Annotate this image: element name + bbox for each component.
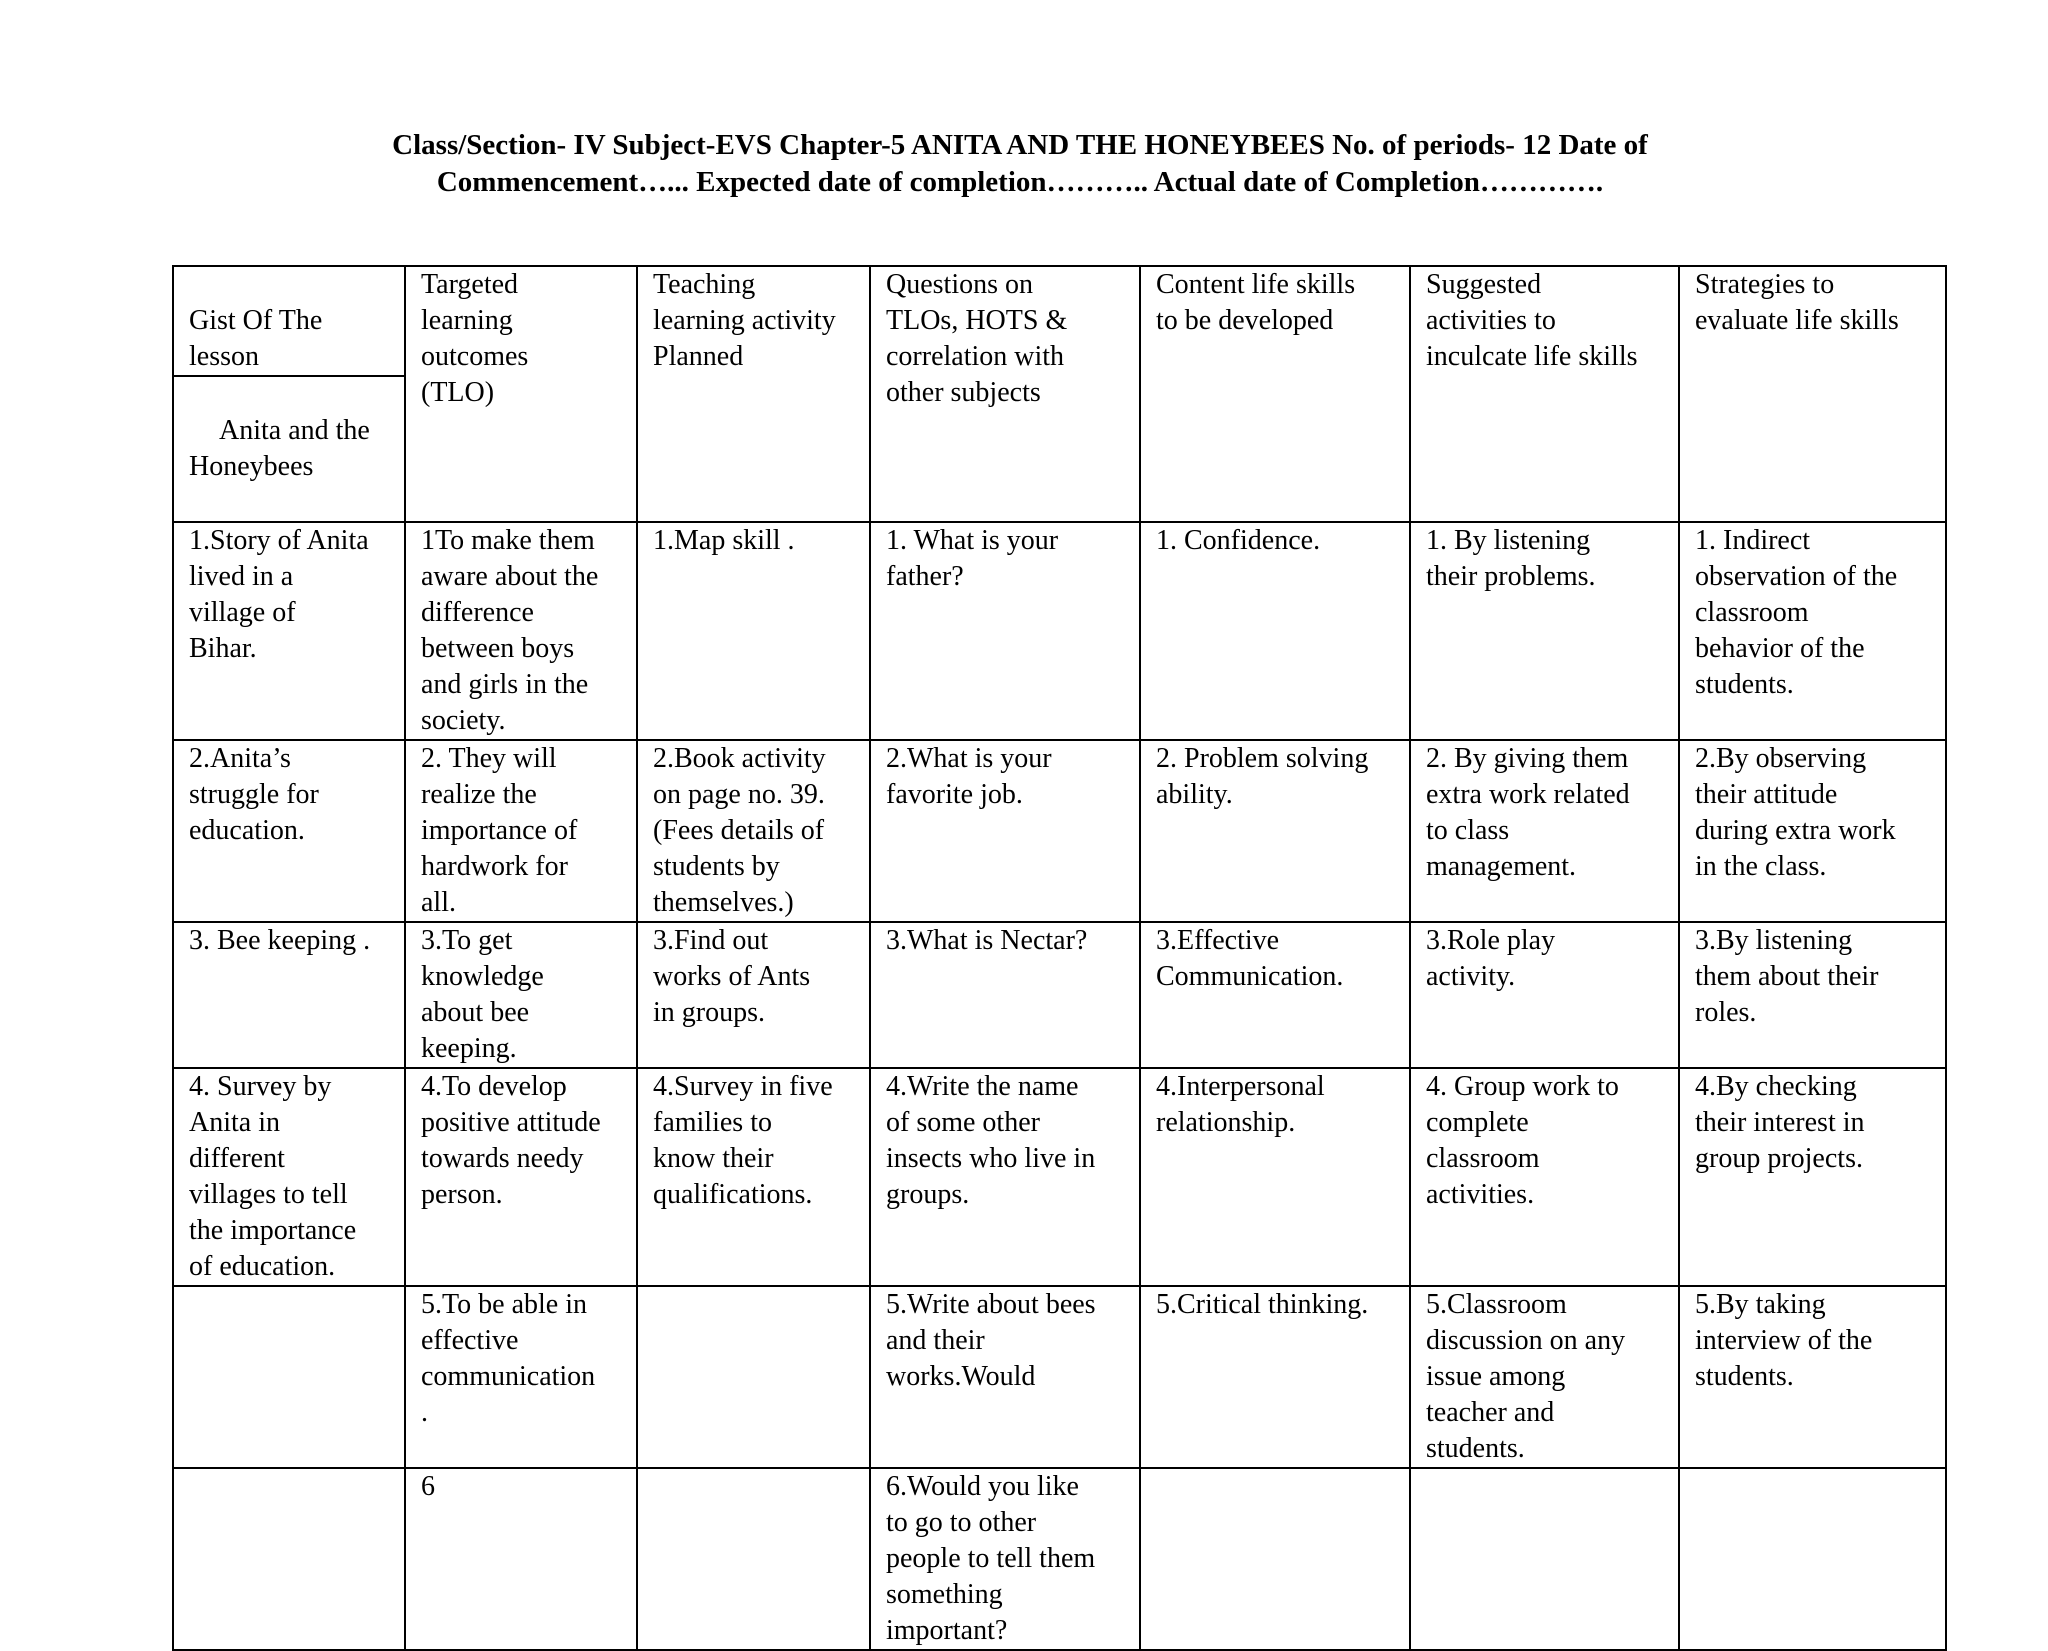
cell-strategies: 4.By checking their interest in group projects. xyxy=(1679,1068,1946,1286)
cell-gist: 2.Anita’s struggle for education. xyxy=(173,740,405,922)
header-gist xyxy=(173,266,405,522)
cell-tlo: 4.To develop positive attitude towards needy person. xyxy=(405,1068,637,1286)
header-gist-lesson-name-line2: Honeybees xyxy=(189,451,314,482)
cell-content: 5.Critical thinking. xyxy=(1140,1286,1410,1468)
header-gist-lesson-name xyxy=(174,413,404,485)
cell-questions: 3.What is Nectar? xyxy=(870,922,1140,1068)
table-row xyxy=(173,1468,1946,1650)
header-activity: Teaching learning activity Planned xyxy=(637,266,870,522)
header-strategies: Strategies to evaluate life skills xyxy=(1679,266,1946,522)
cell-questions: 4.Write the name of some other insects who live in groups. xyxy=(870,1068,1140,1286)
lesson-plan-table xyxy=(172,265,1947,1651)
cell-suggested: 4. Group work to complete classroom activities. xyxy=(1410,1068,1679,1286)
cell-tlo: 6 xyxy=(405,1468,637,1650)
cell-content: 1. Confidence. xyxy=(1140,522,1410,740)
header-questions: Questions on TLOs, HOTS & correlation with other subjects xyxy=(870,266,1140,522)
cell-activity: 1.Map skill . xyxy=(637,522,870,740)
cell-tlo: 1To make them aware about the difference between boys and girls in the society. xyxy=(405,522,637,740)
table-row xyxy=(173,922,1946,1068)
header-gist-label: Gist Of The lesson xyxy=(174,303,404,377)
cell-activity: 3.Find out works of Ants in groups. xyxy=(637,922,870,1068)
cell-suggested: 1. By listening their problems. xyxy=(1410,522,1679,740)
cell-tlo: 3.To get knowledge about bee keeping. xyxy=(405,922,637,1068)
table-row xyxy=(173,740,1946,922)
cell-content: 4.Interpersonal relationship. xyxy=(1140,1068,1410,1286)
cell-strategies xyxy=(1679,1468,1946,1650)
cell-content xyxy=(1140,1468,1410,1650)
cell-strategies: 2.By observing their attitude during extra work in the class. xyxy=(1679,740,1946,922)
table-row xyxy=(173,1068,1946,1286)
cell-activity: 2.Book activity on page no. 39. (Fees details of students by themselves.) xyxy=(637,740,870,922)
cell-questions: 5.Write about bees and their works.Would xyxy=(870,1286,1140,1468)
cell-strategies: 5.By taking interview of the students. xyxy=(1679,1286,1946,1468)
header-content-life-skills: Content life skills to be developed xyxy=(1140,266,1410,522)
cell-suggested: 3.Role play activity. xyxy=(1410,922,1679,1068)
cell-suggested: 2. By giving them extra work related to class management. xyxy=(1410,740,1679,922)
table-header-row xyxy=(173,266,1946,522)
table-row xyxy=(173,1286,1946,1468)
title-line-2: Commencement…... Expected date of completion……….. Actual date of Completion…………. xyxy=(436,166,1604,198)
header-gist-lesson-name-line1: Anita and the xyxy=(219,415,370,446)
header-suggested-activities: Suggested activities to inculcate life skills xyxy=(1410,266,1679,522)
header-tlo: Targeted learning outcomes (TLO) xyxy=(405,266,637,522)
table-row xyxy=(173,522,1946,740)
cell-activity xyxy=(637,1286,870,1468)
cell-questions: 1. What is your father? xyxy=(870,522,1140,740)
cell-activity: 4.Survey in five families to know their qualifications. xyxy=(637,1068,870,1286)
cell-tlo: 5.To be able in effective communication . xyxy=(405,1286,637,1468)
cell-questions: 6.Would you like to go to other people to tell them something important? xyxy=(870,1468,1140,1650)
cell-suggested xyxy=(1410,1468,1679,1650)
cell-suggested: 5.Classroom discussion on any issue among teacher and students. xyxy=(1410,1286,1679,1468)
cell-gist: 4. Survey by Anita in different villages to tell the importance of education. xyxy=(173,1068,405,1286)
cell-content: 2. Problem solving ability. xyxy=(1140,740,1410,922)
cell-tlo: 2. They will realize the importance of hardwork for all. xyxy=(405,740,637,922)
page-title xyxy=(220,127,1820,201)
cell-strategies: 1. Indirect observation of the classroom behavior of the students. xyxy=(1679,522,1946,740)
cell-activity xyxy=(637,1468,870,1650)
title-line-1: Class/Section- IV Subject-EVS Chapter-5 ANITA AND THE HONEYBEES No. of periods- 12 Date of xyxy=(392,129,1648,161)
cell-gist: 3. Bee keeping . xyxy=(173,922,405,1068)
cell-gist xyxy=(173,1468,405,1650)
cell-strategies: 3.By listening them about their roles. xyxy=(1679,922,1946,1068)
cell-content: 3.Effective Communication. xyxy=(1140,922,1410,1068)
cell-gist: 1.Story of Anita lived in a village of Bihar. xyxy=(173,522,405,740)
cell-questions: 2.What is your favorite job. xyxy=(870,740,1140,922)
cell-gist xyxy=(173,1286,405,1468)
